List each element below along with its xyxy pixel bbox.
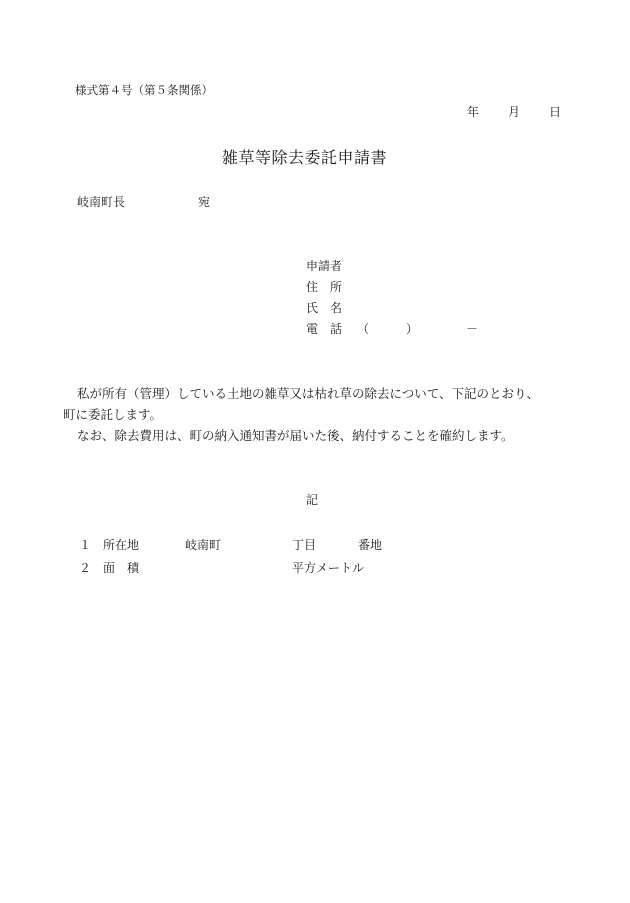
item-1-label: 所在地 bbox=[103, 538, 140, 552]
applicant-phone-label: 電 話 bbox=[306, 322, 343, 336]
item-1-number: １ bbox=[79, 538, 92, 552]
form-number: 様式第４号（第５条関係） bbox=[75, 83, 213, 97]
item-1-unit-chome: 丁目 bbox=[292, 538, 317, 552]
item-1-unit-banchi: 番地 bbox=[358, 538, 383, 552]
body-line-3: なお、除去費用は、町の納入通知書が届いた後、納付することを確約します。 bbox=[77, 428, 514, 443]
body-line-2: 町に委託します。 bbox=[63, 407, 163, 422]
item-2-number: ２ bbox=[79, 561, 92, 575]
applicant-heading: 申請者 bbox=[306, 259, 343, 273]
addressee-suffix: 宛 bbox=[198, 195, 211, 209]
date-month-label: 月 bbox=[508, 105, 521, 119]
date-year-label: 年 bbox=[467, 105, 480, 119]
item-1-value: 岐南町 bbox=[185, 538, 222, 552]
document-title: 雑草等除去委託申請書 bbox=[222, 148, 388, 167]
item-2-label: 面 積 bbox=[103, 561, 140, 575]
applicant-name-label: 氏 名 bbox=[306, 301, 343, 315]
body-line-1: 私が所有（管理）している土地の雑草又は枯れ草の除去について、下記のとおり、 bbox=[77, 386, 540, 401]
phone-dash: － bbox=[466, 322, 479, 336]
applicant-address-label: 住 所 bbox=[306, 280, 343, 294]
date-day-label: 日 bbox=[549, 105, 562, 119]
item-2-unit: 平方メートル bbox=[292, 561, 365, 575]
addressee-name: 岐南町長 bbox=[77, 195, 126, 209]
phone-close-paren: ） bbox=[406, 322, 419, 336]
phone-open-paren: （ bbox=[357, 322, 370, 336]
ki-heading: 記 bbox=[306, 493, 319, 507]
